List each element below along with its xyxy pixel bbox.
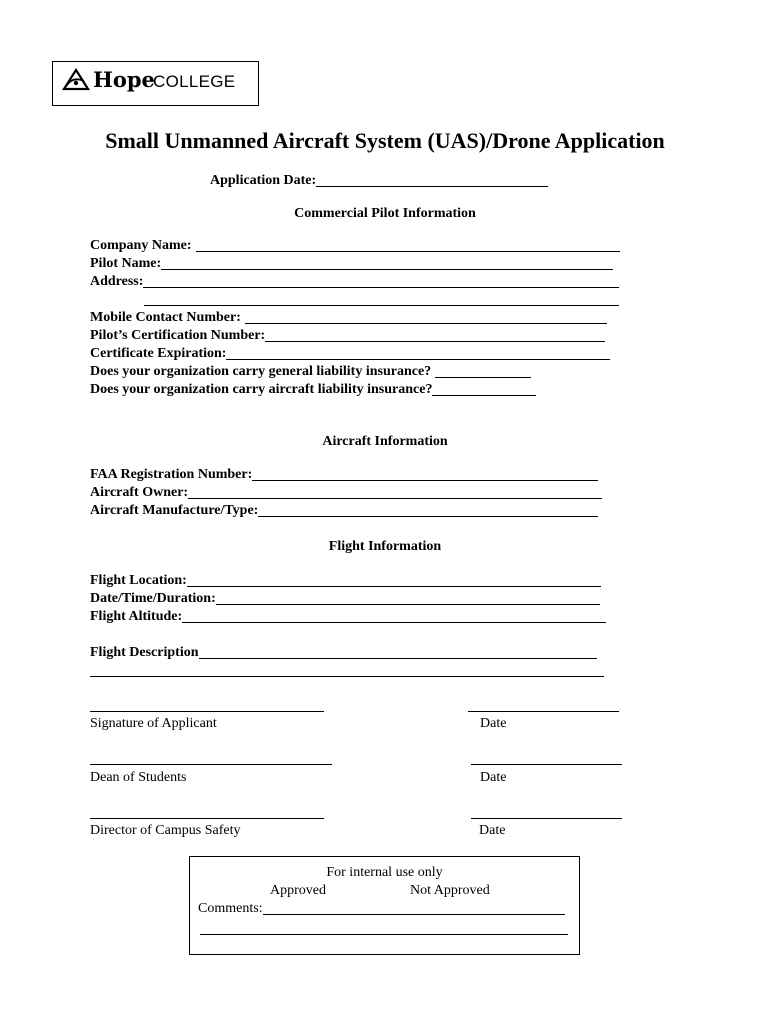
- director-signature-line[interactable]: [90, 818, 324, 819]
- company-name-label: Company Name:: [90, 238, 192, 253]
- dean-signature-line[interactable]: [90, 764, 332, 765]
- logo-college-text: COLLEGE: [153, 72, 236, 91]
- flight-location-label: Flight Location:: [90, 573, 187, 588]
- section-flight-heading: Flight Information: [328, 539, 442, 554]
- flight-location-row: [90, 572, 601, 589]
- expiration-label: Certificate Expiration:: [90, 346, 227, 361]
- faa-label: FAA Registration Number:: [90, 467, 253, 482]
- company-name-field[interactable]: [196, 238, 620, 252]
- logo-wordmark: Hope: [93, 67, 155, 92]
- section-aircraft-heading: Aircraft Information: [322, 434, 448, 449]
- address-label: Address:: [90, 274, 144, 289]
- owner-label: Aircraft Owner:: [90, 485, 189, 500]
- internal-use-heading: For internal use only: [326, 865, 443, 880]
- expiration-row: [90, 345, 610, 362]
- flight-location-field[interactable]: [187, 573, 601, 587]
- aircraft-type-field[interactable]: [258, 503, 598, 517]
- flight-description-line-2[interactable]: [90, 676, 604, 677]
- director-signature-label: Director of Campus Safety: [90, 823, 241, 838]
- applicant-date-label: Date: [480, 716, 507, 731]
- pilot-name-label: Pilot Name:: [90, 256, 162, 271]
- section-pilot-heading: Commercial Pilot Information: [294, 206, 476, 221]
- dean-signature-label: Dean of Students: [90, 770, 187, 785]
- certification-row: [90, 327, 605, 344]
- company-name-row: [90, 237, 620, 254]
- general-insurance-label: Does your organization carry general liability insurance?: [90, 364, 432, 379]
- flight-datetime-label: Date/Time/Duration:: [90, 591, 216, 606]
- application-date-field[interactable]: [316, 173, 548, 187]
- mobile-label: Mobile Contact Number:: [90, 310, 241, 325]
- applicant-date-line[interactable]: [468, 711, 619, 712]
- not-approved-option[interactable]: Not Approved: [410, 883, 490, 898]
- flight-description-label: Flight Description: [90, 645, 199, 660]
- page-title: Small Unmanned Aircraft System (UAS)/Drone Application: [105, 128, 665, 153]
- application-date-row: [210, 172, 548, 189]
- hope-anchor-icon: [62, 68, 90, 92]
- expiration-field[interactable]: [226, 346, 610, 360]
- dean-date-label: Date: [480, 770, 507, 785]
- aircraft-insurance-label: Does your organization carry aircraft liability insurance?: [90, 382, 433, 397]
- address-field[interactable]: [143, 274, 619, 288]
- flight-datetime-row: [90, 590, 600, 607]
- faa-row: [90, 466, 598, 483]
- aircraft-type-label: Aircraft Manufacture/Type:: [90, 503, 259, 518]
- aircraft-type-row: [90, 502, 598, 519]
- certification-field[interactable]: [265, 328, 605, 342]
- flight-altitude-field[interactable]: [182, 609, 606, 623]
- applicant-signature-line[interactable]: [90, 711, 324, 712]
- faa-field[interactable]: [252, 467, 598, 481]
- flight-altitude-row: [90, 608, 606, 625]
- comments-field[interactable]: [263, 901, 565, 915]
- owner-row: [90, 484, 602, 501]
- applicant-signature-label: Signature of Applicant: [90, 716, 217, 731]
- flight-altitude-label: Flight Altitude:: [90, 609, 183, 624]
- aircraft-insurance-row: [90, 381, 536, 398]
- flight-datetime-field[interactable]: [216, 591, 600, 605]
- address-field-line-2[interactable]: [144, 305, 619, 306]
- owner-field[interactable]: [188, 485, 602, 499]
- application-date-label: Application Date:: [210, 173, 317, 188]
- director-date-label: Date: [479, 823, 506, 838]
- flight-description-field[interactable]: [199, 645, 597, 659]
- pilot-name-field[interactable]: [161, 256, 613, 270]
- general-insurance-row: [90, 363, 531, 380]
- mobile-row: [90, 309, 607, 326]
- dean-date-line[interactable]: [471, 764, 622, 765]
- director-date-line[interactable]: [471, 818, 622, 819]
- internal-use-box: [189, 856, 580, 955]
- address-row: [90, 273, 619, 290]
- flight-description-row: [90, 644, 597, 661]
- aircraft-insurance-field[interactable]: [432, 382, 536, 396]
- pilot-name-row: [90, 255, 613, 272]
- approved-option[interactable]: Approved: [270, 883, 326, 898]
- general-insurance-field[interactable]: [435, 364, 531, 378]
- college-logo: [52, 61, 259, 106]
- mobile-field[interactable]: [245, 310, 607, 324]
- comments-line-2[interactable]: [200, 934, 568, 935]
- comments-row: [198, 900, 565, 917]
- comments-label: Comments:: [198, 901, 263, 916]
- certification-label: Pilot’s Certification Number:: [90, 328, 266, 343]
